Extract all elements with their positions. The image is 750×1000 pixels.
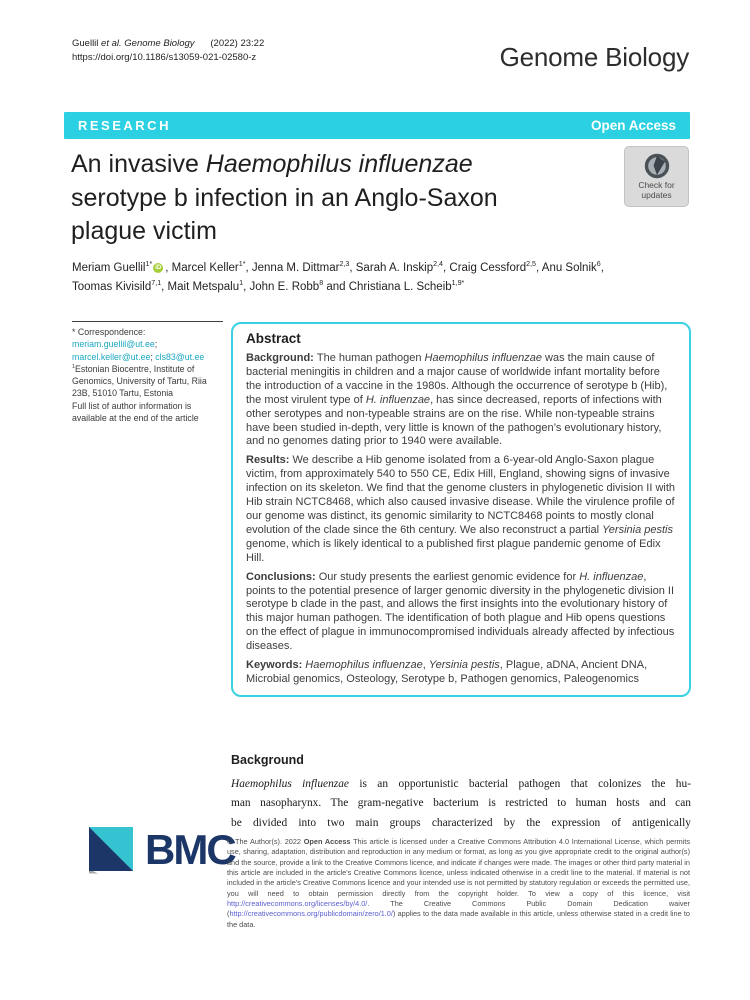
author-list: Meriam Guellil$^{1*}$ iD , Marcel Keller$^{1*}$, Jenna M. Dittmar$^{2,3}$, Sarah A. Inskip$^{2,4}$, Craig Cessford$^{2,5}$, Anu Solnik$^6$, Toomas Kivisild$^{7,1}$, Mait Metspalu$^1$, John E. Robb$^8$ and Christiana L. Scheib$^{1,9*}$ bbox=[72, 260, 604, 293]
background-line-1: Haemophilus influenzae is an opportunistic bacterial pathogen that colonizes the hu- bbox=[231, 778, 691, 790]
link[interactable]: meriam.guellil@ut.ee bbox=[72, 339, 155, 350]
open-access-label: Open Access bbox=[590, 118, 676, 133]
abstract-conclusions-paragraph: Conclusions: Our study presents the earliest genomic evidence for H. influenzae, points to the potential presence of larger genomic diversity in the phylogenetic division II serotype b clade in the past, and allows the first insights into the evolutionary history of this major human pathogen. The identification of both plague and Hib opens questions on the effect of plague in immunocompromised individuals already affected by infectious diseases. bbox=[246, 570, 675, 653]
check-badge-line1: Check for bbox=[638, 180, 675, 190]
background-section bbox=[231, 753, 691, 833]
research-label: RESEARCH bbox=[78, 118, 171, 133]
orcid-icon[interactable]: iD bbox=[155, 265, 162, 271]
author-info-note: Full list of author information is available at the end of the article bbox=[72, 400, 199, 424]
check-for-updates-badge[interactable] bbox=[624, 146, 689, 207]
background-line-3: be divided into two main groups characterized by the expression of antigenically bbox=[231, 816, 691, 829]
abstract-heading: Abstract bbox=[246, 331, 301, 346]
crossmark-icon bbox=[644, 153, 670, 179]
link[interactable]: cls83@ut.ee bbox=[155, 351, 205, 362]
header-doi[interactable]: https://doi.org/10.1186/s13059-021-02580-z bbox=[72, 51, 257, 63]
research-banner bbox=[64, 112, 690, 139]
abstract-box bbox=[231, 322, 691, 697]
sidebar bbox=[72, 321, 223, 424]
background-heading: Background bbox=[231, 753, 304, 767]
abstract-results-paragraph: Results: We describe a Hib genome isolated from a 6-year-old Anglo-Saxon plague victim, from approximately 540 to 550 CE, Edix Hill, England, showing signs of invasive infection on its skeleton. We find that the genome clusters in phylogenetic division II with Hib strain NCTC8468, which also caused invasive disease. While the virulence profile of our genome was distinct, its genomic similarity to NCTC8468 points to mostly clonal evolution of the clade since the 6th century. We also reconstruct a partial Yersinia pestis genome, which is likely identical to a published first plague pandemic genome of Edix Hill. bbox=[246, 454, 676, 564]
header-citation-block bbox=[72, 37, 264, 64]
check-badge-line2: updates bbox=[641, 189, 672, 200]
link[interactable]: http://creativecommons.org/publicdomain/zero/1.0/ bbox=[229, 909, 393, 919]
bmc-logo bbox=[88, 826, 235, 874]
sidebar-divider bbox=[72, 321, 223, 322]
bmc-logo-text: BMC bbox=[145, 826, 235, 873]
journal-name-logo: Genome Biology bbox=[499, 42, 689, 72]
correspondence-note: * Correspondence: meriam.guellil@ut.ee; marcel.keller@ut.ee; cls83@ut.ee bbox=[72, 327, 205, 362]
header-citation: Guellil et al. Genome Biology (2022) 23:22 bbox=[72, 38, 265, 49]
abstract-background-paragraph: Background: The human pathogen Haemophilus influenzae was the main cause of bacterial meningitis in children and a major cause of worldwide infant mortality before the introduction of a vaccine in the 1980s. Although the occurrence of serotype b (Hib), the most virulent type of H. influenzae, has since decreased, reports of infections with other serotypes and non-typeable strains are on the rise. While non-typeable strains have been studied in-depth, very little is known of the pathogen’s evolutionary history, and no genomes dating prior to 1940 were available. bbox=[246, 352, 668, 448]
bmc-logo-mark bbox=[88, 826, 135, 874]
copyright-text: © The Author(s). 2022 Open Access This article is licensed under a Creative Commons Attribution 4.0 International License, which permits use, sharing, adaptation, distribution and reproduction in any medium or format, as long as you give appropriate credit to the original author(s) and the source, provide a link to the Creative Commons licence, and indicate if changes were made. The images or other third party material in this article are included in the article's Creative Commons licence, unless indicated otherwise in a credit line to the material. If material is not included in the article's Creative Commons licence and your intended use is not permitted by statutory regulation or exceeds the permitted use, you will need to obtain permission directly from the copyright holder. To view a copy of this licence, visit http://creativecommons.org/licenses/by/4.0/. The Creative Commons Public Domain Dedication waiver (http://creativecommons.org/publicdomain/zero/1.0/) applies to the data made available in this article, unless otherwise stated in a credit line to the data. bbox=[227, 837, 691, 929]
link[interactable]: marcel.keller@ut.ee bbox=[72, 351, 151, 362]
abstract-keywords: Keywords: Haemophilus influenzae, Yersinia pestis, Plague, aDNA, Ancient DNA, Microbial genomics, Osteology, Serotype b, Pathogen genomics, Paleogenomics bbox=[246, 659, 648, 685]
background-line-2: man nasopharynx. The gram-negative bacterium is restricted to human hosts and can bbox=[231, 797, 691, 810]
check-badge-text bbox=[638, 181, 674, 200]
link[interactable]: http://creativecommons.org/licenses/by/4.0/ bbox=[227, 899, 368, 909]
article-title: An invasive Haemophilus influenzae serotype b infection in an Anglo-Saxon plague victim bbox=[71, 150, 498, 245]
affiliation-note: $^1$Estonian Biocentre, Institute of Genomics, University of Tartu, Riia 23B, 51010 Tartu, Estonia bbox=[72, 363, 207, 399]
